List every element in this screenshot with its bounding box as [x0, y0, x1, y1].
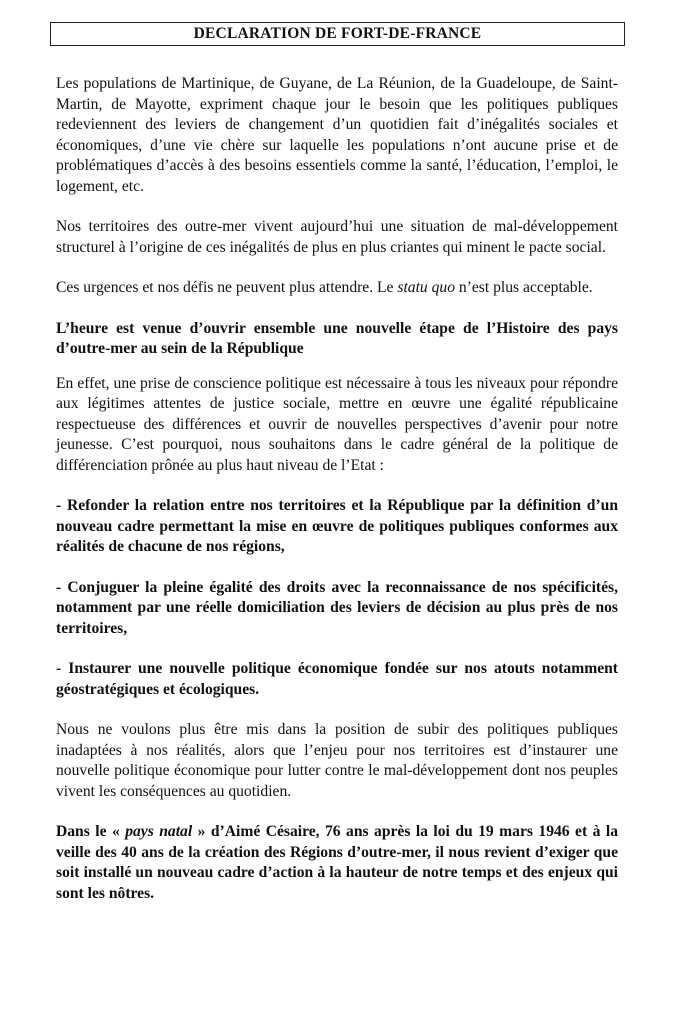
paragraph-urgences-text: Ces urgences et nos défis ne peuvent plus attendre. Le: [56, 279, 398, 296]
paragraph-populations: Les populations de Martinique, de Guyane, de La Réunion, de la Guadeloupe, de Saint-Martin, de Mayotte, expriment chaque jour le besoin que les politiques publiques redeviennent des leviers de changement d’un quotidien fait d’inégalités sociales et économiques, d’une vie chère sur laquelle les populations n’ont aucune prise et de problématiques d’accès à des besoins essentiels comme la santé, l’éducation, l’emploi, le logement, etc.: [56, 75, 618, 195]
paragraph-prise-de-conscience: En effet, une prise de conscience politique est nécessaire à tous les niveaux pour répondre aux légitimes attentes de justice sociale, mettre en œuvre une égalité républicaine respectueuse des différences et ouvrir de nouvelles perspectives d’avenir pour notre jeunesse. C’est pourquoi, nous souhaitons dans le cadre général de la politique de différenciation prônée au plus haut niveau de l’Etat :: [56, 374, 618, 474]
document-body: [56, 74, 618, 924]
paragraph-urgences-end: n’est plus acceptable.: [455, 279, 593, 296]
pays-natal-end: » d’Aimé Césaire, 76 ans après la loi du 19 mars 1946 et à la veille des 40 ans de la création des Régions d’outre-mer, il nous revient d’exiger que soit installé un nouveau cadre d’action à la hauteur de notre temps et des enjeux qui sont les nôtres.: [56, 823, 618, 902]
bullet-instaurer: - Instaurer une nouvelle politique économique fondée sur nos atouts notamment géostratégiques et écologiques.: [56, 660, 618, 698]
paragraph-pays-natal: [56, 822, 618, 904]
statu-quo-italic: statu quo: [397, 279, 455, 296]
paragraph-politiques: Nous ne voulons plus être mis dans la position de subir des politiques publiques inadaptées à nos réalités, alors que l’enjeu pour nos territoires est d’instaurer une nouvelle politique économique pour lutter contre le mal-développement dont nos peuples vivent les conséquences au quotidien.: [56, 721, 618, 800]
paragraph-urgences: [56, 278, 618, 299]
bullet-refonder: - Refonder la relation entre nos territoires et la République par la définition d’un nouveau cadre permettant la mise en œuvre de politiques publiques conformes aux réalités de chacune de nos régions,: [56, 497, 618, 555]
document-title: DECLARATION DE FORT-DE-FRANCE: [50, 22, 625, 46]
bullet-conjuguer: - Conjuguer la pleine égalité des droits avec la reconnaissance de nos spécificités, notamment par une réelle domiciliation des leviers de décision au plus près de nos territoires,: [56, 578, 618, 637]
pays-natal-italic: pays natal: [125, 823, 193, 840]
pays-natal-start: Dans le «: [56, 823, 126, 840]
paragraph-territoires: Nos territoires des outre-mer vivent aujourd’hui une situation de mal-développement structurel à l’origine de ces inégalités de plus en plus criantes qui minent le pacte social.: [56, 218, 618, 256]
section-heading: L’heure est venue d’ouvrir ensemble une nouvelle étape de l’Histoire des pays d’outre-mer au sein de la République: [56, 319, 618, 357]
